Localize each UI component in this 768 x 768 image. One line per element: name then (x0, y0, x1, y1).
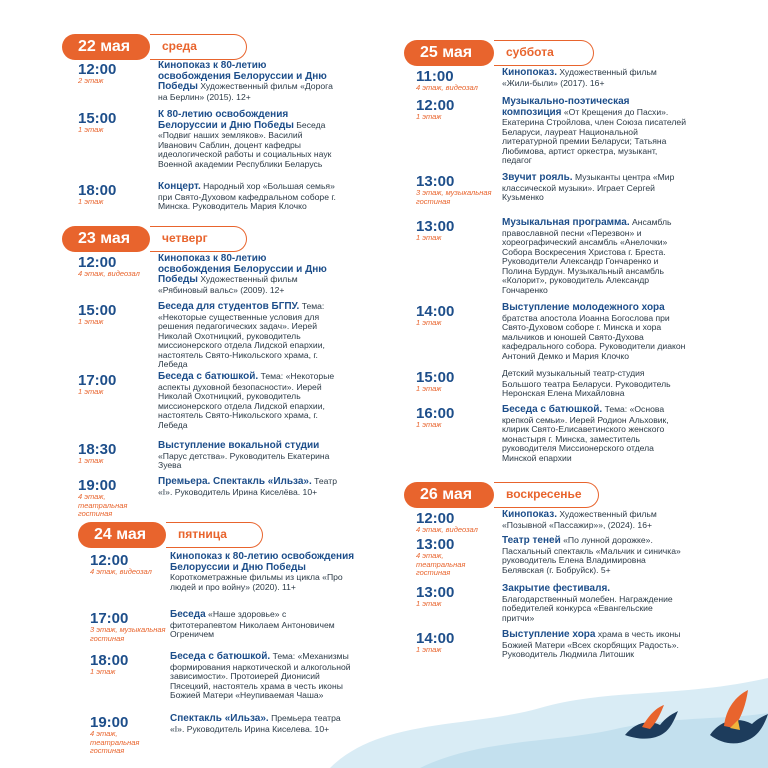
event-time: 12:00 (78, 61, 117, 78)
day-header-26-may (404, 482, 599, 508)
event-time: 13:00 (416, 218, 455, 235)
event-place: 1 этаж (78, 387, 104, 396)
event-title: Музыкальная программа. (502, 217, 630, 228)
event-title: Звучит рояль. (502, 172, 573, 183)
day-date: 23 мая (62, 226, 150, 252)
event-place: 1 этаж (78, 197, 104, 206)
event-description: Тема: «Механизмы формирования наркотической и алкогольной зависимости». Протоиерей Дионисий Пясецкий, настоятель храма в честь иконы Божией Матери «Неупиваемая Чаша» (170, 651, 351, 701)
event-place: 4 этаж, видеозал (78, 269, 140, 278)
event-time: 12:00 (90, 552, 129, 569)
event-description: Премьера театра «I». Руководитель Ирина Киселева. 10+ (170, 713, 341, 734)
event-title: Беседа с батюшкой. (158, 371, 259, 382)
event-place: 4 этаж, театральная гостиная (416, 551, 466, 577)
day-date: 22 мая (62, 34, 150, 60)
event-title: Кинопоказ. (502, 67, 557, 78)
event-time: 14:00 (416, 303, 455, 320)
event-place: 4 этаж, видеозал (90, 567, 152, 576)
event-place: 1 этаж (416, 599, 442, 608)
event-place: 4 этаж, видеозал (416, 525, 478, 534)
event-time: 18:30 (78, 441, 117, 458)
event-place: 1 этаж (416, 112, 442, 121)
event-description: Народный хор «Большая семья» при Свято-Духовом кафедральном соборе г. Минска. Руководитель Мария Клочко (158, 181, 336, 212)
event-description: «По лунной дорожке». Пасхальный спектакль «Мальчик и синичка» руководитель Елена Владимировна Белявская (г. Бобруйск). 5+ (502, 535, 681, 575)
event-place: 3 этаж, музыкальная гостиная (90, 625, 166, 643)
event-time: 18:00 (78, 182, 117, 199)
event-description: Тема: «Некоторые существенные условия для решения педагогических задач». Иерей Николай Охотницкий, руководитель миссионерского отдела Лидской епархии, настоятель Свято-Никольского храма, г. Лебеда (158, 301, 325, 370)
event-time: 13:00 (416, 173, 455, 190)
event-title: Театр теней (502, 535, 561, 546)
event-place: 1 этаж (416, 645, 442, 654)
event-title: К 80-летию освобождения Белоруссии и Дню Победы (158, 109, 294, 131)
day-header-23-may (62, 226, 247, 252)
event-time: 11:00 (416, 68, 454, 85)
event-time: 15:00 (78, 302, 117, 319)
event-time: 12:00 (416, 97, 455, 114)
event-place: 1 этаж (78, 456, 104, 465)
day-weekday: суббота (494, 40, 594, 66)
event-description: Благодарственный молебен. Награждение победителей конкурса «Евангельские притчи» (502, 593, 673, 623)
event-description: Художественный фильм «Жили-были» (2017). 16+ (502, 67, 657, 88)
event-title: Концерт. (158, 181, 201, 192)
day-header-22-may (62, 34, 247, 60)
event-title: Кинопоказ к 80-летию освобождения Белоруссии и Дню Победы (170, 551, 355, 573)
event-time: 15:00 (416, 369, 455, 386)
event-place: 1 этаж (78, 317, 104, 326)
event-place: 4 этаж, театральная гостиная (78, 492, 128, 518)
event-place: 2 этаж (78, 76, 104, 85)
event-title: Премьера. Спектакль «Ильза». (158, 476, 312, 487)
day-date: 24 мая (78, 522, 166, 548)
event-description: «Наше здоровье» с фитотерапевтом Николаем Антоновичем Огреничем (170, 609, 335, 640)
event-time: 12:00 (78, 254, 117, 271)
event-time: 13:00 (416, 584, 455, 601)
event-description: Беседа «Подвиг наших земляков». Василий Иванович Саблин, доцент кафедры идеологической работы и социальных наук Военной академии Республики Беларусь (158, 119, 332, 169)
day-header-25-may (404, 40, 594, 66)
event-time: 17:00 (90, 610, 129, 627)
event-title: Выступление хора (502, 629, 596, 640)
event-place: 1 этаж (416, 233, 442, 242)
event-place: 3 этаж, музыкальная гостиная (416, 188, 492, 206)
event-place: 4 этаж, видеозал (416, 83, 478, 92)
event-title: Музыкально-поэтическая композиция (502, 96, 630, 118)
event-title: Беседа (170, 609, 206, 620)
event-title: Кинопоказ к 80-летию освобождения Белоруссии и Дню Победы (158, 253, 327, 285)
event-description: Художественный фильм «Позывной «Пассажир»», (2024). 16+ (502, 509, 657, 530)
event-description: Художественный фильм «Рябиновый вальс» (2009). 12+ (158, 274, 298, 295)
event-title: Беседа для студентов БГПУ. (158, 301, 300, 312)
event-place: 1 этаж (416, 420, 442, 429)
event-title: Выступление молодежного хора (502, 302, 665, 313)
event-description: Короткометражные фильмы из цикла «Про людей и про войну» (2020). 11+ (170, 572, 343, 592)
day-weekday: пятница (166, 522, 263, 548)
event-place: 1 этаж (416, 318, 442, 327)
event-description: Ансамбль православной песни «Перезвон» и хореографический ансамбль «Анелочки» Собора Воскресения Христова г. Бреста. Руководители Александр Гончаренко и Полина Бурдун. Музыкальный ансамбль «Колорит», руководитель Александр Гончаренко (502, 217, 672, 296)
event-title: Спектакль «Ильза». (170, 713, 269, 724)
event-time: 18:00 (90, 652, 129, 669)
event-time: 12:00 (416, 510, 455, 527)
event-description: Детский музыкальный театр-студия Большого театра Беларуси. Руководитель Неронская Елена Михайловна (502, 368, 671, 399)
event-place: 1 этаж (78, 125, 104, 134)
event-title: Беседа с батюшкой. (170, 651, 271, 662)
event-description: «От Крещения до Пасхи». Екатерина Стройлова, член Союза писателей Беларуси, лауреат Национальной литературной премии Беларуси; Татьяна Любимова, артист оркестра, музыкант, педагог (502, 106, 687, 166)
day-weekday: воскресенье (494, 482, 599, 508)
day-header-24-may (78, 522, 263, 548)
event-description: храма в честь иконы Божией Матери «Всех скорбящих Радость». Руководитель Людмила Литошик (502, 629, 681, 660)
event-title: Кинопоказ. (502, 509, 557, 520)
event-description: Тема: «Основа крепкой семьи». Иерей Родион Альховик, клирик Свято-Елисаветинского женского монастыря г. Минска, заместитель руководителя Миссионерского отдела Минской епархии (502, 404, 669, 463)
event-time: 16:00 (416, 405, 455, 422)
event-description: Театр «I». Руководитель Ирина Киселёва. 10+ (158, 476, 337, 497)
event-description: Музыканты центра «Мир классической музыки». Играет Сергей Кузьменко (502, 172, 675, 203)
event-time: 14:00 (416, 630, 455, 647)
event-title: Закрытие фестиваля. (502, 583, 611, 594)
event-description: Художественный фильм «Дорога на Берлин» (2015). 12+ (158, 81, 333, 102)
event-time: 19:00 (90, 714, 129, 731)
event-place: 1 этаж (90, 667, 116, 676)
event-description: «Парус детства». Руководитель Екатерина Зуева (158, 450, 330, 471)
event-description: Тема: «Некоторые аспекты духовной безопасности». Иерей Николай Охотницкий, руководитель миссионерского отдела Лидской епархии, настоятель Свято-Никольского храма, г. Лебеда (158, 371, 335, 430)
event-description: братства апостола Иоанна Богослова при Свято-Духовом соборе г. Минска и хора мальчиков и юношей Свято-Духова кафедрального собора. Руководители диакон Антоний Демко и Мария Клочко (502, 312, 686, 361)
event-time: 19:00 (78, 477, 117, 494)
day-date: 25 мая (404, 40, 494, 66)
bird-illustration-right (700, 690, 768, 760)
event-time: 15:00 (78, 110, 117, 127)
event-place: 4 этаж, театральная гостиная (90, 729, 140, 755)
day-weekday: четверг (150, 226, 247, 252)
bird-illustration-left (620, 705, 680, 750)
event-time: 13:00 (416, 536, 455, 553)
day-date: 26 мая (404, 482, 494, 508)
event-time: 17:00 (78, 372, 117, 389)
event-place: 1 этаж (416, 384, 442, 393)
day-weekday: среда (150, 34, 247, 60)
event-title: Выступление вокальной студии (158, 440, 320, 451)
event-title: Кинопоказ к 80-летию освобождения Белоруссии и Дню Победы (158, 60, 327, 92)
event-title: Беседа с батюшкой. (502, 404, 603, 415)
